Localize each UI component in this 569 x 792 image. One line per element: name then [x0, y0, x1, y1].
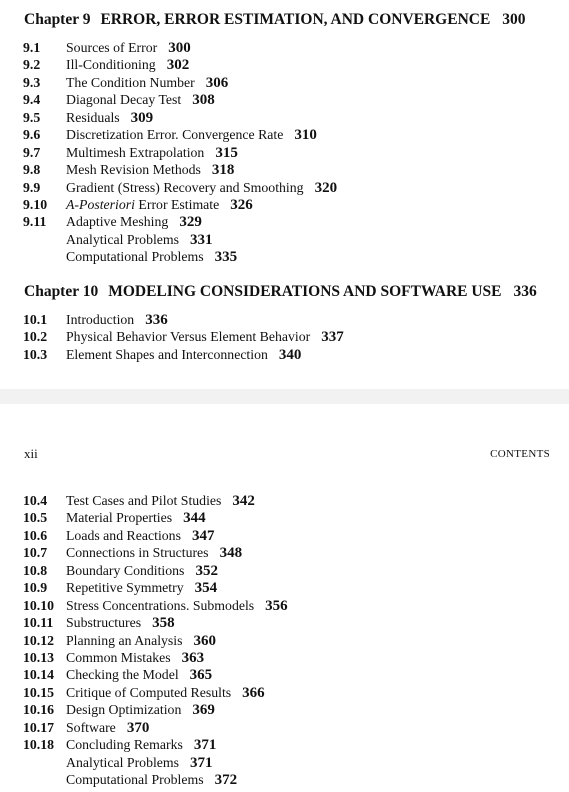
section-title — [66, 771, 237, 789]
toc-entry — [23, 527, 563, 544]
chapter-page: 336 — [513, 283, 537, 300]
toc-entry — [23, 56, 563, 73]
section-page: 306 — [205, 74, 229, 91]
section-page: 360 — [193, 632, 217, 649]
section-page: 335 — [214, 249, 238, 266]
section-page: 342 — [232, 493, 255, 509]
section-title-text: Ill-Conditioning — [66, 57, 156, 73]
section-page: 331 — [190, 231, 213, 248]
section-title — [66, 161, 234, 179]
toc-entry — [23, 632, 563, 649]
chapter-label: Chapter 9 — [24, 11, 91, 28]
section-number: 9.10 — [23, 196, 48, 212]
toc-entry — [23, 39, 563, 56]
section-page: 320 — [314, 179, 338, 196]
section-number: 9.2 — [23, 57, 41, 73]
section-number: 10.15 — [23, 684, 55, 700]
section-title-text: Material Properties — [66, 510, 173, 526]
toc-entry — [23, 74, 563, 91]
section-page: 348 — [219, 545, 243, 562]
section-title — [66, 311, 168, 329]
toc-entry — [23, 213, 563, 230]
chapter-9-entries — [23, 39, 563, 266]
section-number: 10.6 — [23, 527, 48, 543]
section-number: 10.12 — [23, 632, 55, 648]
toc-entry — [23, 562, 563, 579]
toc-entry — [23, 701, 563, 718]
chapter-9-heading — [24, 11, 526, 29]
section-number: 9.5 — [23, 109, 41, 125]
section-title — [66, 248, 237, 266]
chapter-page: 300 — [502, 11, 526, 28]
section-title-text: Analytical Problems — [66, 754, 180, 770]
section-title-text: Discretization Error. Convergence Rate — [66, 127, 284, 143]
section-page: 354 — [194, 580, 218, 597]
section-number: 10.5 — [23, 510, 48, 526]
toc-entry — [23, 719, 563, 736]
chapter-10-heading — [24, 283, 537, 301]
section-title — [66, 579, 217, 597]
section-title-text: Stress Concentrations. Submodels — [66, 597, 255, 613]
toc-entry — [23, 231, 563, 248]
section-number: 10.17 — [23, 719, 55, 735]
section-title — [66, 597, 288, 615]
section-title-text: The Condition Number — [66, 74, 195, 90]
section-title-text: Loads and Reactions — [66, 527, 181, 543]
section-title — [66, 649, 204, 667]
section-title — [66, 346, 301, 364]
section-page: 329 — [179, 214, 202, 231]
toc-entry — [23, 649, 563, 666]
section-page: 302 — [166, 57, 190, 74]
section-page: 300 — [168, 40, 191, 56]
toc-entry — [23, 346, 563, 363]
section-title-text: Gradient (Stress) Recovery and Smoothing — [66, 179, 304, 195]
toc-entry — [23, 196, 563, 213]
section-number: 9.1 — [23, 40, 41, 55]
section-title-text: Adaptive Meshing — [66, 214, 169, 230]
section-page: 318 — [211, 162, 235, 179]
section-title-italic: A-Posteriori — [66, 196, 135, 212]
section-number: 9.8 — [23, 162, 41, 178]
section-page: 315 — [215, 144, 238, 161]
toc-entry — [23, 109, 563, 126]
chapter-10-entries-continued — [23, 492, 563, 788]
section-title-text: Design Optimization — [66, 702, 182, 718]
toc-entry — [23, 771, 563, 788]
section-title — [66, 492, 255, 510]
toc-entry — [23, 248, 563, 265]
section-page: 337 — [321, 329, 344, 346]
section-page: 308 — [192, 92, 215, 109]
section-page: 340 — [278, 346, 302, 363]
section-number: 10.14 — [23, 667, 55, 683]
toc-entry — [23, 579, 563, 596]
section-number: 10.10 — [23, 597, 55, 613]
section-page: 352 — [195, 562, 218, 579]
section-page: 371 — [190, 754, 213, 771]
section-title — [66, 562, 218, 580]
toc-entry — [23, 754, 563, 771]
section-number: 10.8 — [23, 562, 48, 578]
section-title — [66, 509, 206, 527]
section-number: 9.11 — [23, 214, 47, 230]
section-title-text: Diagonal Decay Test — [66, 92, 182, 108]
section-number: 10.4 — [23, 493, 48, 508]
chapter-title: MODELING CONSIDERATIONS AND SOFTWARE USE — [108, 283, 502, 300]
section-number: 10.9 — [23, 580, 48, 596]
section-number: 9.3 — [23, 74, 41, 90]
section-title — [66, 196, 253, 214]
section-title-text: Mesh Revision Methods — [66, 162, 201, 178]
toc-entry — [23, 311, 563, 328]
section-title-text: Checking the Model — [66, 667, 179, 683]
toc-entry — [23, 126, 563, 143]
section-page: 347 — [191, 527, 215, 544]
section-number: 10.2 — [23, 329, 48, 345]
section-number: 10.7 — [23, 545, 48, 561]
section-number: 9.7 — [23, 144, 41, 160]
section-number: 10.18 — [23, 737, 55, 753]
section-title-text: Boundary Conditions — [66, 562, 185, 578]
section-title-text: Repetitive Symmetry — [66, 580, 184, 596]
section-title-text: Computational Problems — [66, 772, 204, 787]
section-title-text: Concluding Remarks — [66, 737, 183, 753]
page-folio: xii — [24, 446, 38, 461]
section-page: 371 — [193, 737, 217, 754]
section-title — [66, 213, 202, 231]
toc-page-upper — [0, 0, 569, 389]
section-number: 10.16 — [23, 702, 55, 718]
section-title-text: Test Cases and Pilot Studies — [66, 493, 222, 508]
running-head: CONTENTS — [490, 448, 550, 460]
section-page: 363 — [181, 649, 205, 666]
toc-entry — [23, 144, 563, 161]
section-title — [66, 126, 317, 144]
toc-entry — [23, 614, 563, 631]
section-title-text: Introduction — [66, 312, 135, 327]
section-title-text: Substructures — [66, 615, 142, 631]
section-title-text: Critique of Computed Results — [66, 684, 232, 700]
toc-entry — [23, 684, 563, 701]
toc-entry — [23, 597, 563, 614]
section-title — [66, 666, 212, 684]
section-title-text: Sources of Error — [66, 40, 158, 55]
section-page: 326 — [230, 196, 253, 213]
toc-entry — [23, 666, 563, 683]
section-title — [66, 701, 215, 719]
toc-entry — [23, 509, 563, 526]
section-title-text: Residuals — [66, 109, 120, 125]
section-title-text: Common Mistakes — [66, 649, 171, 665]
section-title — [66, 527, 214, 545]
section-page: 310 — [294, 127, 317, 144]
section-title — [66, 632, 216, 650]
chapter-10-entries — [23, 311, 563, 363]
section-number: 10.11 — [23, 615, 54, 631]
section-title-text: Physical Behavior Versus Element Behavior — [66, 329, 311, 345]
section-title-text: Multimesh Extrapolation — [66, 144, 205, 160]
section-title-text: Computational Problems — [66, 249, 204, 265]
section-page: 369 — [192, 702, 215, 719]
section-title — [66, 39, 191, 57]
section-title — [66, 231, 213, 249]
section-number: 9.4 — [23, 92, 41, 108]
section-title — [66, 614, 175, 632]
section-page: 336 — [145, 312, 168, 328]
section-number: 10.1 — [23, 312, 48, 327]
section-title-text: Analytical Problems — [66, 231, 180, 247]
section-title-text: Connections in Structures — [66, 545, 209, 561]
section-page: 370 — [126, 719, 150, 736]
section-title — [66, 544, 242, 562]
section-title — [66, 328, 344, 346]
section-page: 356 — [265, 597, 288, 614]
section-title — [66, 179, 337, 197]
section-title — [66, 109, 153, 127]
section-title — [66, 736, 216, 754]
section-number: 9.6 — [23, 127, 41, 143]
section-number: 10.13 — [23, 649, 55, 665]
section-number: 9.9 — [23, 179, 41, 195]
chapter-title: ERROR, ERROR ESTIMATION, AND CONVERGENCE — [100, 11, 491, 28]
toc-entry — [23, 161, 563, 178]
section-title-text: Software — [66, 719, 116, 735]
toc-entry — [23, 328, 563, 345]
section-page: 344 — [183, 510, 206, 527]
section-page: 372 — [214, 772, 238, 788]
section-page: 358 — [152, 615, 175, 632]
section-page: 366 — [242, 684, 265, 701]
toc-entry — [23, 492, 563, 509]
section-number: 10.3 — [23, 346, 48, 362]
section-title-text: Planning an Analysis — [66, 632, 183, 648]
section-title — [66, 754, 213, 772]
toc-entry — [23, 179, 563, 196]
section-title — [66, 56, 189, 74]
section-title — [66, 684, 265, 702]
page-divider — [0, 389, 569, 404]
section-title-text: Element Shapes and Interconnection — [66, 346, 268, 362]
section-title — [66, 91, 215, 109]
toc-page-lower — [0, 404, 569, 792]
toc-entry — [23, 736, 563, 753]
section-title — [66, 74, 228, 92]
section-page: 309 — [130, 109, 154, 126]
toc-entry — [23, 544, 563, 561]
section-title-text: Error Estimate — [134, 196, 220, 212]
chapter-label: Chapter 10 — [24, 283, 99, 300]
section-title — [66, 144, 238, 162]
section-page: 365 — [189, 667, 213, 684]
section-title — [66, 719, 149, 737]
toc-entry — [23, 91, 563, 108]
